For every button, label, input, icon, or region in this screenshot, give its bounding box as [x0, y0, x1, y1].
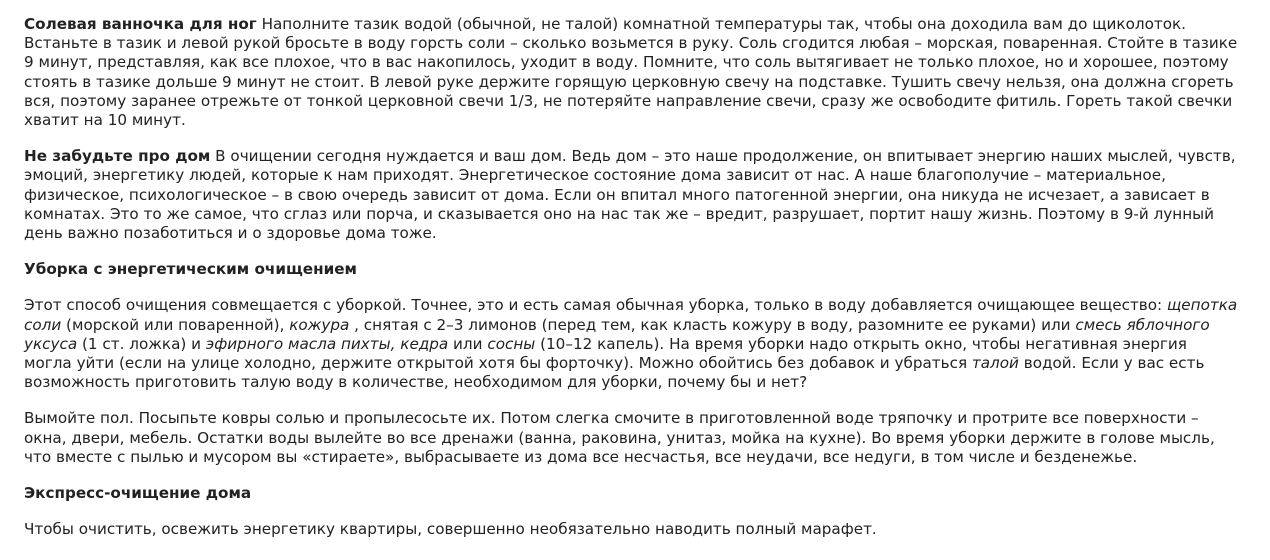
text-fragment: (морской или поваренной),	[61, 315, 290, 334]
paragraph-lead-salt-bath: Солевая ванночка для ног	[24, 15, 257, 33]
heading-energy-cleaning: Уборка с энергетическим очищением	[24, 260, 357, 279]
text-fragment: Этот способ очищения совмещается с уборкой. Точнее, это и есть самая обычная уборка, только в воду добавляется очищающее вещество:	[24, 296, 1167, 315]
text-fragment: или	[448, 334, 488, 353]
paragraph-lead-home: Не забудьте про дом	[24, 147, 211, 166]
paragraph-cleaning-method	[24, 296, 1239, 392]
paragraph-text-home: В очищении сегодня нуждается и ваш дом. Ведь дом – это наше продолжение, он впитывает энергию наших мыслей, чувств, эмоций, энергетику людей, которые к нам приходят. Энергетическое состояние дома зависит от нас. А наше благополучие – материальное, физическое, психологическое – в свою очередь зависит от дома. Если он впитал много патогенной энергии, она никуда не исчезает, а зависает в комнатах. Это то же самое, что сглаз или порча, и сказывается оно на нас так же – вредит, разрушает, портит нашу жизнь. Поэтому в 9-й лунный день важно позаботиться и о здоровье дома тоже.	[24, 147, 1236, 243]
paragraph-floor-wash: Вымойте пол. Посыпьте ковры солью и пропылесосьте их. Потом слегка смочите в приготовленной воде тряпочку и протрите все поверхности – окна, двери, мебель. Остатки воды вылейте во все дренажи (ванна, раковина, унитаз, мойка на кухне). Во время уборки держите в голове мысль, что вместе с пылью и мусором вы «стираете», выбрасываете из дома все несчастья, все неудачи, все недуги, в том числе и безденежье.	[24, 409, 1215, 466]
emphasis-melt-water: талой	[971, 354, 1019, 373]
heading-express-cleaning: Экспресс-очищение дома	[24, 484, 252, 503]
article-body	[24, 15, 1239, 556]
paragraph-home	[24, 147, 1239, 243]
emphasis-fir-cedar-oil: эфирного масла пихты, кедра	[205, 334, 449, 353]
text-fragment: (10–12 капель). На время уборки надо открыть окно, чтобы негативная энергия могла уйти (если на улице холодно, держите открытой хотя бы форточку). Можно обойтись без добавок и убраться	[24, 334, 1187, 373]
paragraph-salt-bath	[24, 15, 1239, 130]
text-fragment: (1 ст. ложка) и	[77, 334, 206, 353]
text-fragment: водой. Если у вас есть возможность приготовить талую воду в количестве, необходимом для уборки, почему бы и нет?	[24, 354, 1205, 392]
emphasis-salt: щепотка соли	[24, 296, 1238, 334]
text-fragment: , снятая с 2–3 лимонов (перед тем, как класть кожуру в воду, разомните ее руками) или	[349, 315, 1076, 334]
emphasis-pine: сосны	[487, 334, 536, 353]
emphasis-vinegar: смесь яблочного уксуса	[24, 315, 1210, 353]
emphasis-peel: кожура	[289, 315, 350, 334]
paragraph-express-intro: Чтобы очистить, освежить энергетику квартиры, совершенно необязательно наводить полный марафет.	[24, 520, 877, 539]
paragraph-text-salt-bath: Наполните тазик водой (обычной, не талой) комнатной температуры так, чтобы она доходила вам до щиколоток. Встаньте в тазик и левой рукой бросьте в воду горсть соли – сколько возьмется в руку. Соль сгодится любая – морская, поваренная. Стойте в тазике 9 минут, представляя, как все плохое, что в вас накопилось, уходит в воду. Помните, что соль вытягивает не только плохое, но и хорошее, поэтому стоять в тазике дольше 9 минут не стоит. В левой руке держите горящую церковную свечу на подставке. Тушить свечу нельзя, она должна сгореть вся, поэтому заранее отрежьте от тонкой церковной свечи 1/3, не потеряйте направление свечи, сразу же освободите фитиль. Гореть такой свечки хватит на 10 минут.	[24, 15, 1238, 130]
